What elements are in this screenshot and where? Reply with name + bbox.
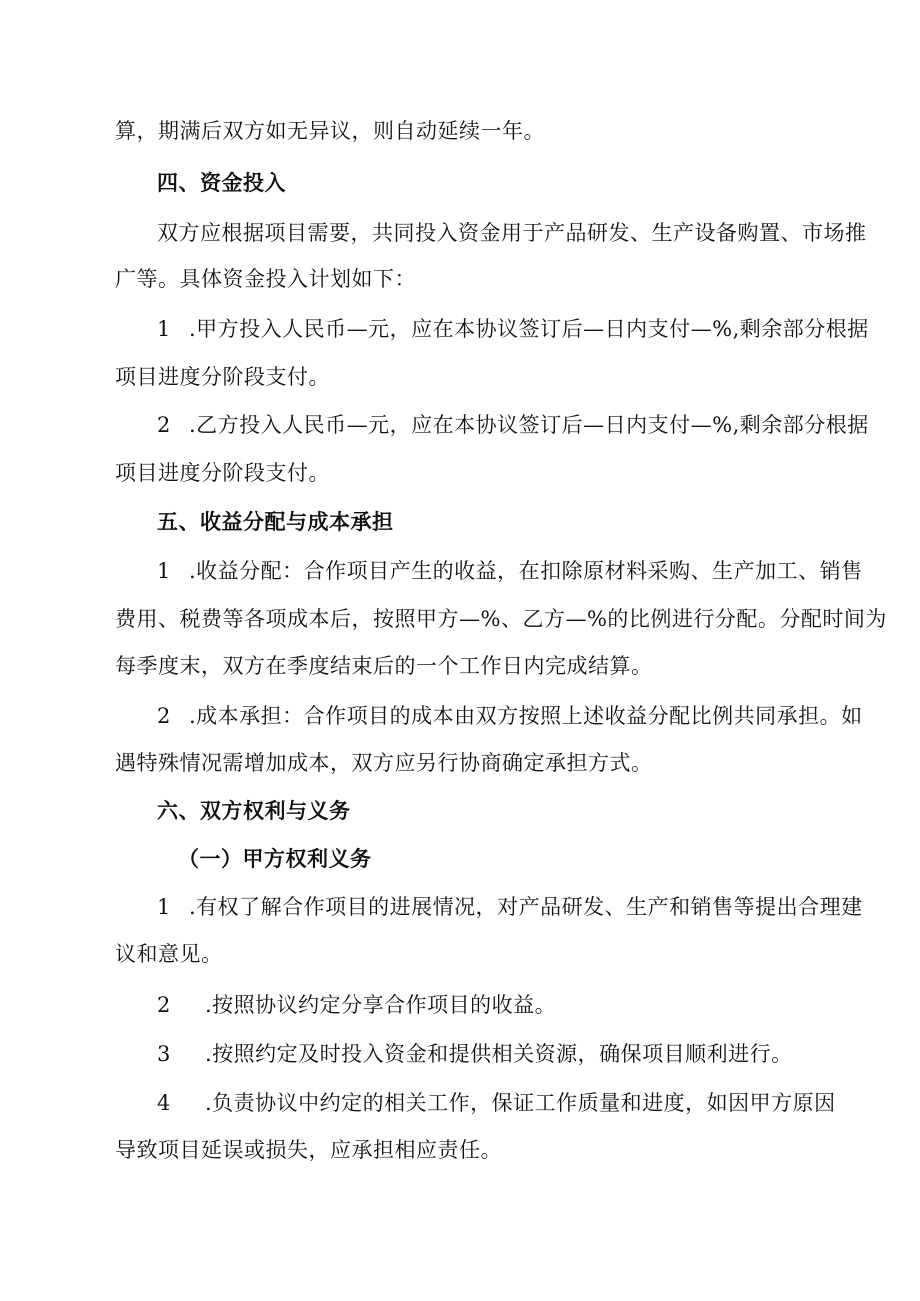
paragraph-line: 导致项目延误或损失，应承担相应责任。 <box>115 1138 502 1162</box>
list-text: .收益分配：合作项目产生的收益，在扣除原材料采购、生产加工、销售 <box>189 559 863 583</box>
list-number: 2 <box>157 993 171 1017</box>
list-item-6-1 <box>157 893 863 921</box>
list-number: 2 <box>157 413 171 437</box>
list-text: .甲方投入人民币—元，应在本协议签订后—日内支付—%,剩余部分根据 <box>189 317 869 341</box>
paragraph-line: 每季度末，双方在季度结束后的一个工作日内完成结算。 <box>115 654 653 678</box>
subsection-heading: （一）甲方权利义务 <box>178 847 372 871</box>
list-number: 1 <box>157 895 171 919</box>
paragraph-line: 算，期满后双方如无异议，则自动延续一年。 <box>115 119 545 143</box>
section-heading-4: 四、资金投入 <box>157 171 286 195</box>
paragraph-line: 议和意见。 <box>115 942 223 966</box>
list-item-5-2 <box>157 702 863 730</box>
list-text: .有权了解合作项目的进展情况，对产品研发、生产和销售等提出合理建 <box>189 895 863 919</box>
list-text: .负责协议中约定的相关工作，保证工作质量和进度，如因甲方原因 <box>205 1091 836 1115</box>
list-item-4-1 <box>157 315 869 343</box>
paragraph-line: 遇特殊情况需增加成本，双方应另行协商确定承担方式。 <box>115 751 653 775</box>
list-item-6-4 <box>157 1089 857 1117</box>
list-item-4-2 <box>157 411 869 439</box>
list-number: 4 <box>157 1091 171 1115</box>
list-item-5-1 <box>157 557 863 585</box>
list-number: 2 <box>157 704 171 728</box>
list-number: 3 <box>157 1042 171 1066</box>
list-text: .乙方投入人民币—元，应在本协议签订后—日内支付—%,剩余部分根据 <box>189 413 869 437</box>
list-text: .按照协议约定分享合作项目的收益。 <box>205 993 557 1017</box>
list-number: 1 <box>157 317 171 341</box>
paragraph-line: 广等。具体资金投入计划如下： <box>115 267 416 291</box>
section-heading-6: 六、双方权利与义务 <box>157 799 351 823</box>
paragraph-line: 项目进度分阶段支付。 <box>115 461 330 485</box>
paragraph-line: 项目进度分阶段支付。 <box>115 365 330 389</box>
section-heading-5: 五、收益分配与成本承担 <box>157 510 394 534</box>
list-text: .成本承担：合作项目的成本由双方按照上述收益分配比例共同承担。如 <box>189 704 863 728</box>
list-item-6-3 <box>157 1040 857 1068</box>
list-number: 1 <box>157 559 171 583</box>
list-text: .按照约定及时投入资金和提供相关资源，确保项目顺利进行。 <box>205 1042 793 1066</box>
paragraph-line: 费用、税费等各项成本后，按照甲方—%、乙方—%的比例进行分配。分配时间为 <box>115 607 887 631</box>
list-item-6-2 <box>157 991 857 1019</box>
paragraph-line: 双方应根据项目需要，共同投入资金用于产品研发、生产设备购置、市场推 <box>157 221 867 245</box>
